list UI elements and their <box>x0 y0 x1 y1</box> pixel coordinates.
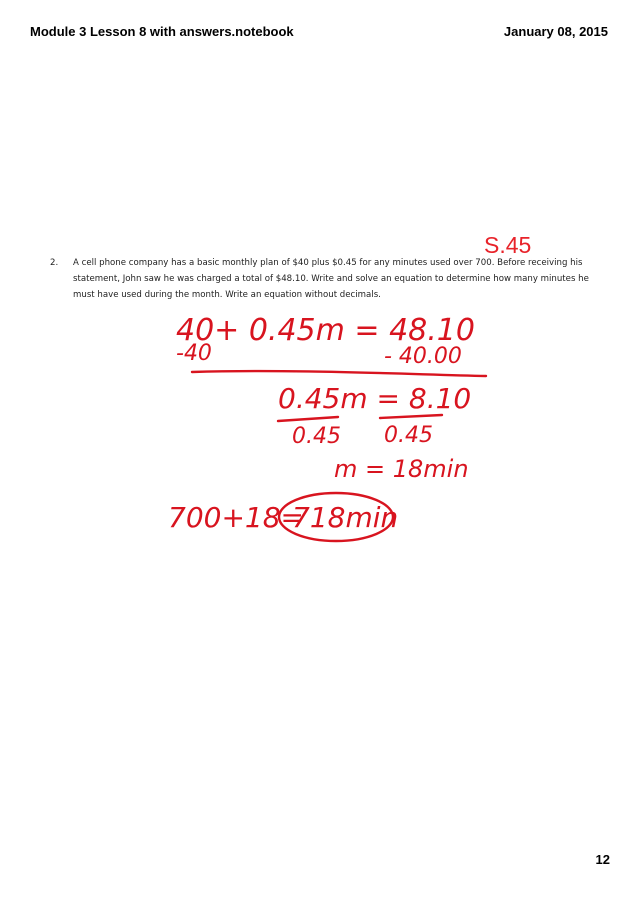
hw-divisor-left: 0.45 <box>292 424 341 449</box>
problem-number: 2. <box>50 258 59 268</box>
problem-text: A cell phone company has a basic monthly plan of $40 plus $0.45 for any minutes used over 700. Before receiving his statement, John saw he was charged a total of $48.10. Write and solve an equation to determine how many minutes he must have used during the month. Write an equation without decimals. <box>73 258 589 300</box>
hw-simplified: 0.45m = 8.10 <box>278 382 472 415</box>
hw-divisor-right: 0.45 <box>384 423 433 448</box>
notebook-date: January 08, 2015 <box>503 24 608 39</box>
hw-result: m = 18min <box>334 455 469 483</box>
hw-equation: 40+ 0.45m = 48.10 <box>176 313 475 348</box>
hw-answer-circle <box>279 493 393 541</box>
page-number: 12 <box>595 852 610 867</box>
notebook-title: Module 3 Lesson 8 with answers.notebook <box>30 24 294 39</box>
hw-final-answer: 718min <box>292 501 399 534</box>
hw-subtract-left: -40 <box>176 341 212 366</box>
hw-underline <box>192 371 486 376</box>
hw-fraction-bar-right <box>380 415 442 418</box>
hw-subtract-right: - 40.00 <box>384 344 462 369</box>
problem-statement <box>50 255 595 303</box>
hw-total-expression: 700+18= <box>168 501 304 534</box>
hw-fraction-bar-left <box>278 417 338 421</box>
slide-label: S.45 <box>484 232 532 258</box>
